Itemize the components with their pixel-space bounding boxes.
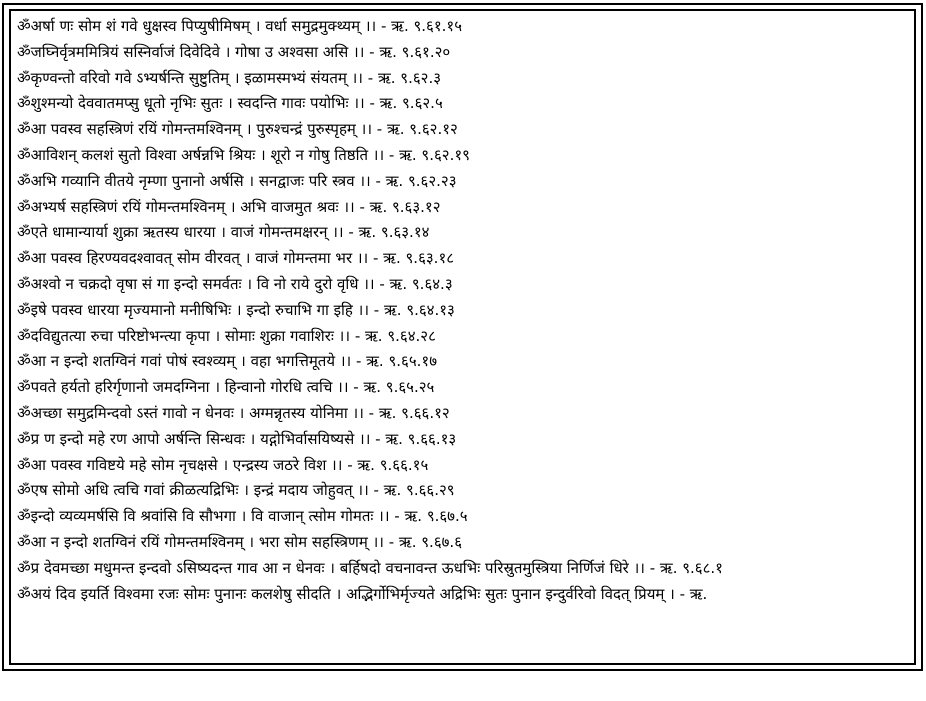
verse-line: ॐआ न इन्दो शतग्विनं रयिं गोमन्तमश्विनम् । भरा सोम सहस्त्रिणम् ।। - ऋ. ९.६७.६ — [17, 532, 462, 551]
verse-line: ॐइन्दो व्यव्यमर्षसि वि श्रवांसि वि सौभगा । वि वाजान् त्सोम गोमतः ।। - ऋ. ९.६७.५ — [17, 507, 468, 526]
outer-border — [2, 3, 923, 671]
verse-line: ॐइषे पवस्व धारया मृज्यमानो मनीषिभिः । इन्दो रुचाभि गा इहि ।। - ऋ. ९.६४.१३ — [17, 300, 455, 319]
verse-line: ॐआविशन् कलशं सुतो विश्वा अर्षन्नभि श्रियः । शूरो न गोषु तिष्ठति ।। - ऋ. ९.६२.१९ — [17, 145, 470, 164]
verse-line: ॐप्र ण इन्दो महे रण आपो अर्षन्ति सिन्धवः । यद्गोभिर्वासयिष्यसे ।। - ऋ. ९.६६.१३ — [17, 429, 457, 448]
verse-line: ॐअश्वो न चक्रदो वृषा सं गा इन्दो समर्वतः । वि नो राये दुरो वृधि ।। - ऋ. ९.६४.३ — [17, 274, 453, 293]
verse-line: ॐएष सोमो अधि त्वचि गवां क्रीळत्यद्रिभिः । इन्द्रं मदाय जोहुवत् ।। - ऋ. ९.६६.२९ — [17, 481, 455, 500]
verse-line: ॐअभ्यर्ष सहस्त्रिणं रयिं गोमन्तमश्विनम् । अभि वाजमुत श्रवः ।। - ऋ. ९.६३.१२ — [17, 197, 441, 216]
verse-line: ॐप्र देवमच्छा मधुमन्त इन्दवो ऽसिष्यदन्त गाव आ न धेनवः । बर्हिषदो वचनावन्त ऊधभिः परिस्रुतमुस्त्रिया निर्णिजं धिरे ।। - ऋ. ९.६८.१ — [17, 558, 723, 577]
verse-line: ॐआ न इन्दो शतग्विनं गवां पोषं स्वश्व्यम् । वहा भगत्तिमूतये ।। - ऋ. ९.६५.१७ — [17, 352, 437, 371]
verse-line: ॐएते धामान्यार्या शुक्रा ऋतस्य धारया । वाजं गोमन्तमक्षरन् ।। - ऋ. ९.६३.१४ — [17, 223, 430, 242]
verse-line: ॐशुश्मन्यो देववातमप्सु धूतो नृभिः सुतः । स्वदन्ति गावः पयोभिः ।। - ऋ. ९.६२.५ — [17, 94, 443, 113]
verse-line: ॐकृण्वन्तो वरिवो गवे ऽभ्यर्षन्ति सुष्टुतिम् । इळामस्मभ्यं संयतम् ।। - ऋ. ९.६२.३ — [17, 68, 442, 87]
verse-line: ॐआ पवस्व गविष्टये महे सोम नृचक्षसे । एन्द्रस्य जठरे विश ।। - ऋ. ९.६६.१५ — [17, 455, 429, 474]
verse-line: ॐअयं दिव इयर्ति विश्वमा रजः सोमः पुनानः कलशेषु सीदति । अद्भिर्गोभिर्मृज्यते अद्रिभिः सुतः पुनान इन्दुर्वरिवो विदत् प्रियम् । - ऋ. — [17, 584, 708, 603]
verse-line: ॐअभि गव्यानि वीतये नृम्णा पुनानो अर्षसि । सनद्वाजः परि स्त्रव ।। - ऋ. ९.६२.२३ — [17, 171, 457, 190]
verse-line: ॐजघ्निर्वृत्रममित्रियं सस्निर्वाजं दिवेदिवे । गोषा उ अश्वसा असि ।। - ऋ. ९.६१.२० — [17, 42, 451, 61]
verse-list — [17, 14, 914, 607]
verse-line: ॐअच्छा समुद्रमिन्दवो ऽस्तं गावो न धेनवः । अग्मन्नृतस्य योनिमा ।। - ऋ. ९.६६.१२ — [17, 403, 450, 422]
inner-border — [9, 9, 916, 665]
verse-line: ॐअर्षा णः सोम शं गवे धुक्षस्व पिप्युषीमिषम् । वर्धा समुद्रमुक्थ्यम् ।। - ऋ. ९.६१.१५ — [17, 17, 463, 35]
verse-line: ॐदविद्युतत्या रुचा परिष्टोभन्त्या कृपा । सोमाः शुक्रा गवाशिरः ।। - ऋ. ९.६४.२८ — [17, 326, 436, 345]
verse-line: ॐआ पवस्व सहस्त्रिणं रयिं गोमन्तमश्विनम् । पुरुश्चन्द्रं पुरुस्पृहम् ।। - ऋ. ९.६२.१२ — [17, 120, 458, 139]
verse-line: ॐपवते हर्यतो हरिर्गृणानो जमदग्निना । हिन्वानो गोरधि त्वचि ।। - ऋ. ९.६५.२५ — [17, 378, 435, 397]
verse-line: ॐआ पवस्व हिरण्यवदश्वावत् सोम वीरवत् । वाजं गोमन्तमा भर ।। - ऋ. ९.६३.१८ — [17, 249, 455, 268]
